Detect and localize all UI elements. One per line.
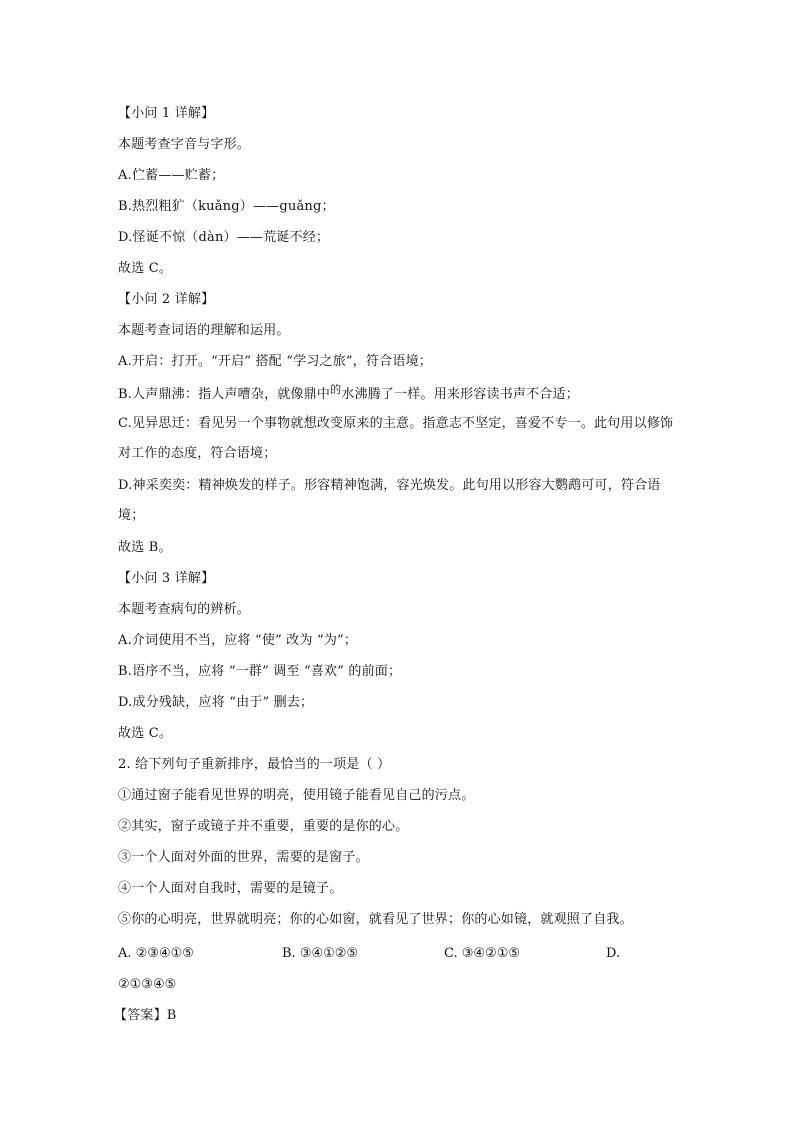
section-2-item-c: C.见异思迁：看见另一个事物就想改变原来的主意。指意志不坚定，喜爱不专一。此句用以修饰对工作的态度，符合语境； bbox=[118, 416, 674, 461]
section-3-conclusion: 故选 C。 bbox=[118, 726, 173, 741]
section-1-item-d: D.怪诞不惊（dàn）——荒诞不经； bbox=[118, 230, 330, 245]
section-3-item-a: A.介词使用不当，应将 “使” 改为 “为”； bbox=[118, 633, 358, 648]
item-b-text-pre: B.人声鼎沸：指人声嘈杂，就像鼎中 bbox=[118, 387, 331, 402]
question-sentence-3: ③一个人面对外面的世界，需要的是窗子。 bbox=[118, 850, 369, 865]
section-1-item-a: A.伫蓄——贮蓄； bbox=[118, 168, 225, 183]
question-sentence-2: ②其实，窗子或镜子并不重要，重要的是你的心。 bbox=[118, 819, 409, 834]
section-2-conclusion: 故选 B。 bbox=[118, 540, 172, 555]
item-b-text-post: 水沸腾了一样。用来形容读书声不合适； bbox=[341, 387, 579, 402]
item-b-superscript: 的 bbox=[330, 383, 342, 396]
section-2-item-d: D.神采奕奕：精神焕发的样子。形容精神饱满，容光焕发。此句用以形容大鹦鹉可可，符合语境； bbox=[118, 478, 661, 523]
section-1-conclusion: 故选 C。 bbox=[118, 261, 173, 276]
section-2-item-a: A.开启：打开。“开启” 搭配 “学习之旅”，符合语境； bbox=[118, 354, 432, 369]
option-a: A. ②③④①⑤ bbox=[118, 946, 194, 961]
section-3-intro: 本题考查病句的辨析。 bbox=[118, 602, 251, 617]
section-2-intro: 本题考查词语的理解和运用。 bbox=[118, 323, 290, 338]
section-3-heading: 【小问 3 详解】 bbox=[118, 571, 215, 586]
question-stem: 2. 给下列句子重新排序，最恰当的一项是（ ） bbox=[118, 757, 391, 772]
option-b: B. ③④①②⑤ bbox=[282, 946, 359, 961]
section-2-item-b bbox=[118, 383, 579, 403]
section-3-item-b: B.语序不当，应将 “一群” 调至 “喜欢” 的前面； bbox=[118, 664, 402, 679]
section-1-item-b: B.热烈粗犷（kuǎng）——guǎng； bbox=[118, 199, 335, 214]
section-2-heading: 【小问 2 详解】 bbox=[118, 292, 215, 307]
section-1-heading: 【小问 1 详解】 bbox=[118, 106, 215, 121]
answer: 【答案】B bbox=[114, 1008, 177, 1023]
question-sentence-1: ①通过窗子能看见世界的明亮，使用镜子能看见自己的污点。 bbox=[118, 788, 475, 803]
section-1-intro: 本题考查字音与字形。 bbox=[118, 137, 251, 152]
question-sentence-4: ④一个人面对自我时，需要的是镜子。 bbox=[118, 881, 343, 896]
option-d-label: D. bbox=[606, 946, 621, 961]
option-c: C. ③④②①⑤ bbox=[444, 946, 521, 961]
section-3-item-d: D.成分残缺，应将 “由于” 删去； bbox=[118, 695, 314, 710]
option-d-value: ②①③④⑤ bbox=[118, 977, 177, 992]
question-sentence-5: ⑤你的心明亮，世界就明亮；你的心如窗，就看见了世界；你的心如镜，就观照了自我。 bbox=[118, 912, 633, 927]
